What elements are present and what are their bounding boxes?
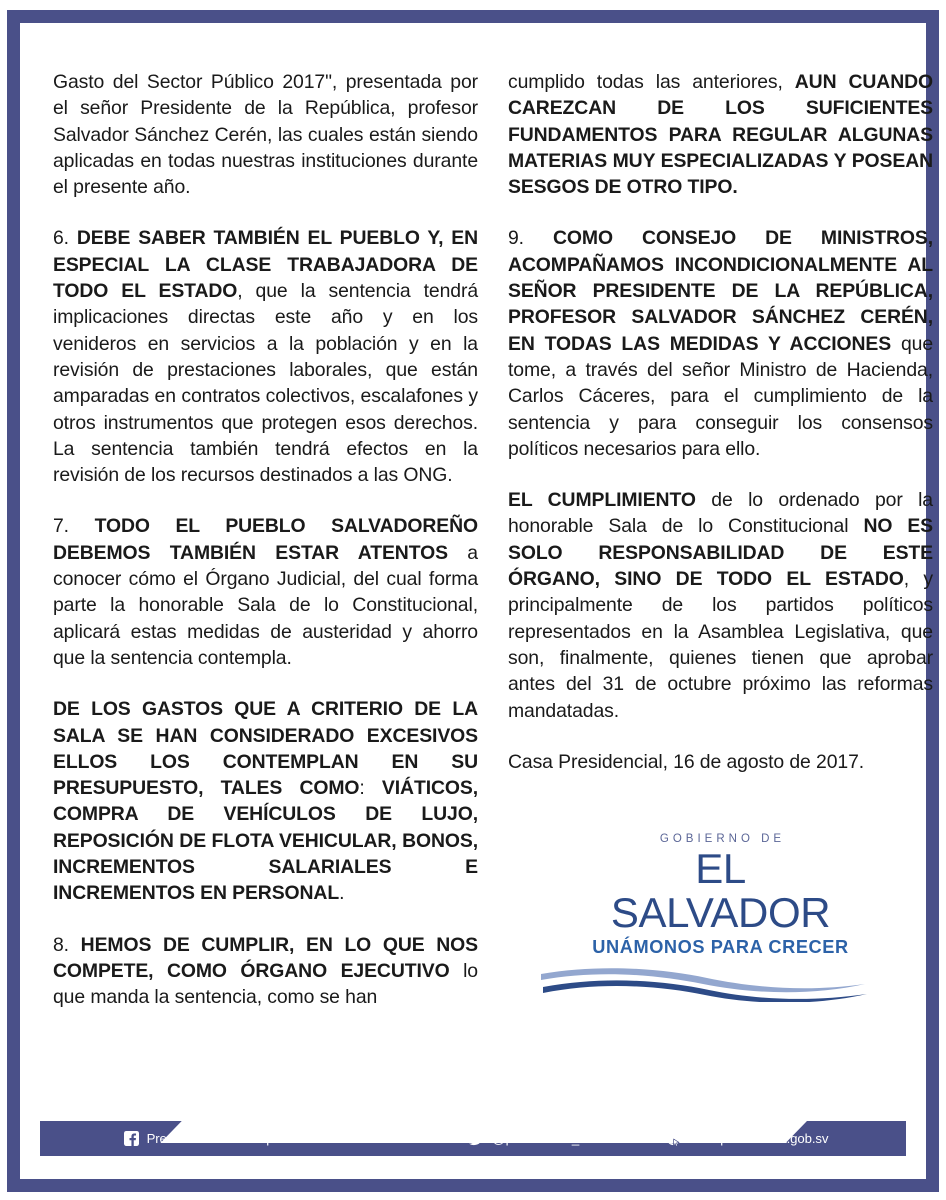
- document-frame-border: [7, 10, 939, 1192]
- text-run: lo que manda la sentencia, como se han: [53, 959, 478, 1009]
- text-run-bold: DEBE SABER TAMBIÉN EL PUEBLO Y, EN ESPECIAL LA CLASE TRABAJADORA DE TODO EL ESTADO: [53, 227, 478, 303]
- text-run-bold: NO ES SOLO RESPONSABILIDAD DE ESTE ÓRGANO, SINO DE TODO EL ESTADO: [508, 515, 934, 591]
- text-run-bold: HEMOS DE CUMPLIR, EN LO QUE NOS COMPETE, COMO ÓRGANO EJECUTIVO: [53, 933, 478, 982]
- footer-facebook[interactable]: [124, 1131, 396, 1147]
- text-run: :: [359, 777, 382, 800]
- paragraph-signoff: [508, 749, 933, 775]
- footer-website-label: www.presidencia.gob.sv: [689, 1131, 829, 1146]
- footer-website[interactable]: [666, 1131, 828, 1147]
- twitter-icon: [469, 1131, 485, 1147]
- left-column: [53, 69, 478, 1149]
- text-run-bold: AUN CUANDO CAREZCAN DE LOS SUFICIENTES FUNDAMENTOS PARA REGULAR ALGUNAS MATERIAS MUY ESPECIALIZADAS Y POSEAN SESGOS DE OTRO TIPO.: [508, 71, 933, 199]
- text-run-bold: VIÁTICOS, COMPRA DE VEHÍCULOS DE LUJO, REPOSICIÓN DE FLOTA VEHICULAR, BONOS, INCREMENTOS SALARIALES E INCREMENTOS EN PERSONAL: [53, 777, 478, 905]
- text-run: 9.: [508, 227, 554, 250]
- document-body: [53, 69, 933, 1149]
- logo-country-name: EL SALVADOR: [610, 845, 831, 937]
- paragraph-9: [508, 225, 933, 462]
- text-run-bold: COMO CONSEJO DE MINISTROS, ACOMPAÑAMOS INCONDICIONALMENTE AL SEÑOR PRESIDENTE DE LA REPÚBLICA, PROFESOR SALVADOR SÁNCHEZ CERÉN, EN TODAS LAS MEDIDAS Y ACCIONES: [508, 227, 934, 355]
- text-run: .: [339, 882, 345, 905]
- paragraph-8: [53, 932, 478, 1011]
- text-run: cumplido todas las anteriores,: [508, 71, 795, 93]
- right-column: [508, 69, 933, 1149]
- text-run: , que la sentencia tendrá implicaciones directas este año y en los venideros en servicios a la población y en la revisión de prestaciones laborales, que están amparadas en contratos colectivos, escalafones y otros instrumentos que protegen esos derechos. La sentencia también tendrá efectos en la revisión de los recursos destinados a las ONG.: [53, 280, 478, 487]
- gobierno-el-salvador-logo: [508, 833, 933, 1002]
- logo-wave-icon: [539, 962, 869, 1002]
- paragraph-7: [53, 513, 478, 671]
- text-run: Gasto del Sector Público 2017", presentada por el señor Presidente de la República, profesor Salvador Sánchez Cerén, las cuales están siendo aplicadas en todas nuestras instituciones durante el presente año.: [53, 71, 478, 199]
- text-run: , y principalmente de los partidos políticos representados en la Asamblea Legislativa, que son, finalmente, quienes tienen que aprobar antes del 31 de octubre próximo las reformas mandatadas.: [508, 568, 933, 722]
- footer-twitter-label: @presidencia_sv: [492, 1131, 593, 1146]
- paragraph-6: [53, 225, 478, 488]
- paragraph-gasto-continuation: [53, 69, 478, 200]
- text-run: de lo ordenado por la honorable Sala de lo Constitucional: [508, 489, 933, 538]
- footer-twitter[interactable]: [469, 1131, 592, 1147]
- facebook-icon: [124, 1131, 140, 1147]
- logo-eyebrow-text: GOBIERNO DE: [659, 833, 786, 846]
- text-run-bold: EL CUMPLIMIENTO: [508, 489, 696, 512]
- text-run-bold: TODO EL PUEBLO SALVADOREÑO DEBEMOS TAMBIÉN ESTAR ATENTOS: [53, 515, 478, 564]
- text-run: a conocer cómo el Órgano Judicial, del cual forma parte la honorable Sala de lo Constitucional, aplicará estas medidas de austeridad y ahorro que la sentencia contempla.: [53, 541, 478, 669]
- logo-tagline: UNÁMONOS PARA CRECER: [592, 937, 849, 958]
- text-run: 8.: [53, 933, 81, 956]
- paragraph-gastos-excesivos: [53, 696, 478, 906]
- footer-bar: [40, 1121, 906, 1156]
- paragraph-8-continuation: [508, 69, 933, 200]
- text-run-bold: DE LOS GASTOS QUE A CRITERIO DE LA SALA SE HAN CONSIDERADO EXCESIVOS ELLOS LOS CONTEMPLAN EN SU PRESUPUESTO, TALES COMO: [53, 698, 478, 800]
- globe-cursor-icon: [666, 1131, 682, 1147]
- paragraph-cumplimiento: [508, 487, 933, 724]
- text-run: 7.: [53, 515, 95, 538]
- footer-facebook-label: Presidencia de la República de El Salvador: [146, 1131, 396, 1146]
- text-run: Casa Presidencial, 16 de agosto de 2017.: [508, 750, 865, 773]
- text-run: 6.: [53, 227, 77, 250]
- text-run: que tome, a través del señor Ministro de Hacienda, Carlos Cáceres, para el cumplimiento de la sentencia y para conseguir los consensos políticos necesarios para ello.: [508, 332, 933, 460]
